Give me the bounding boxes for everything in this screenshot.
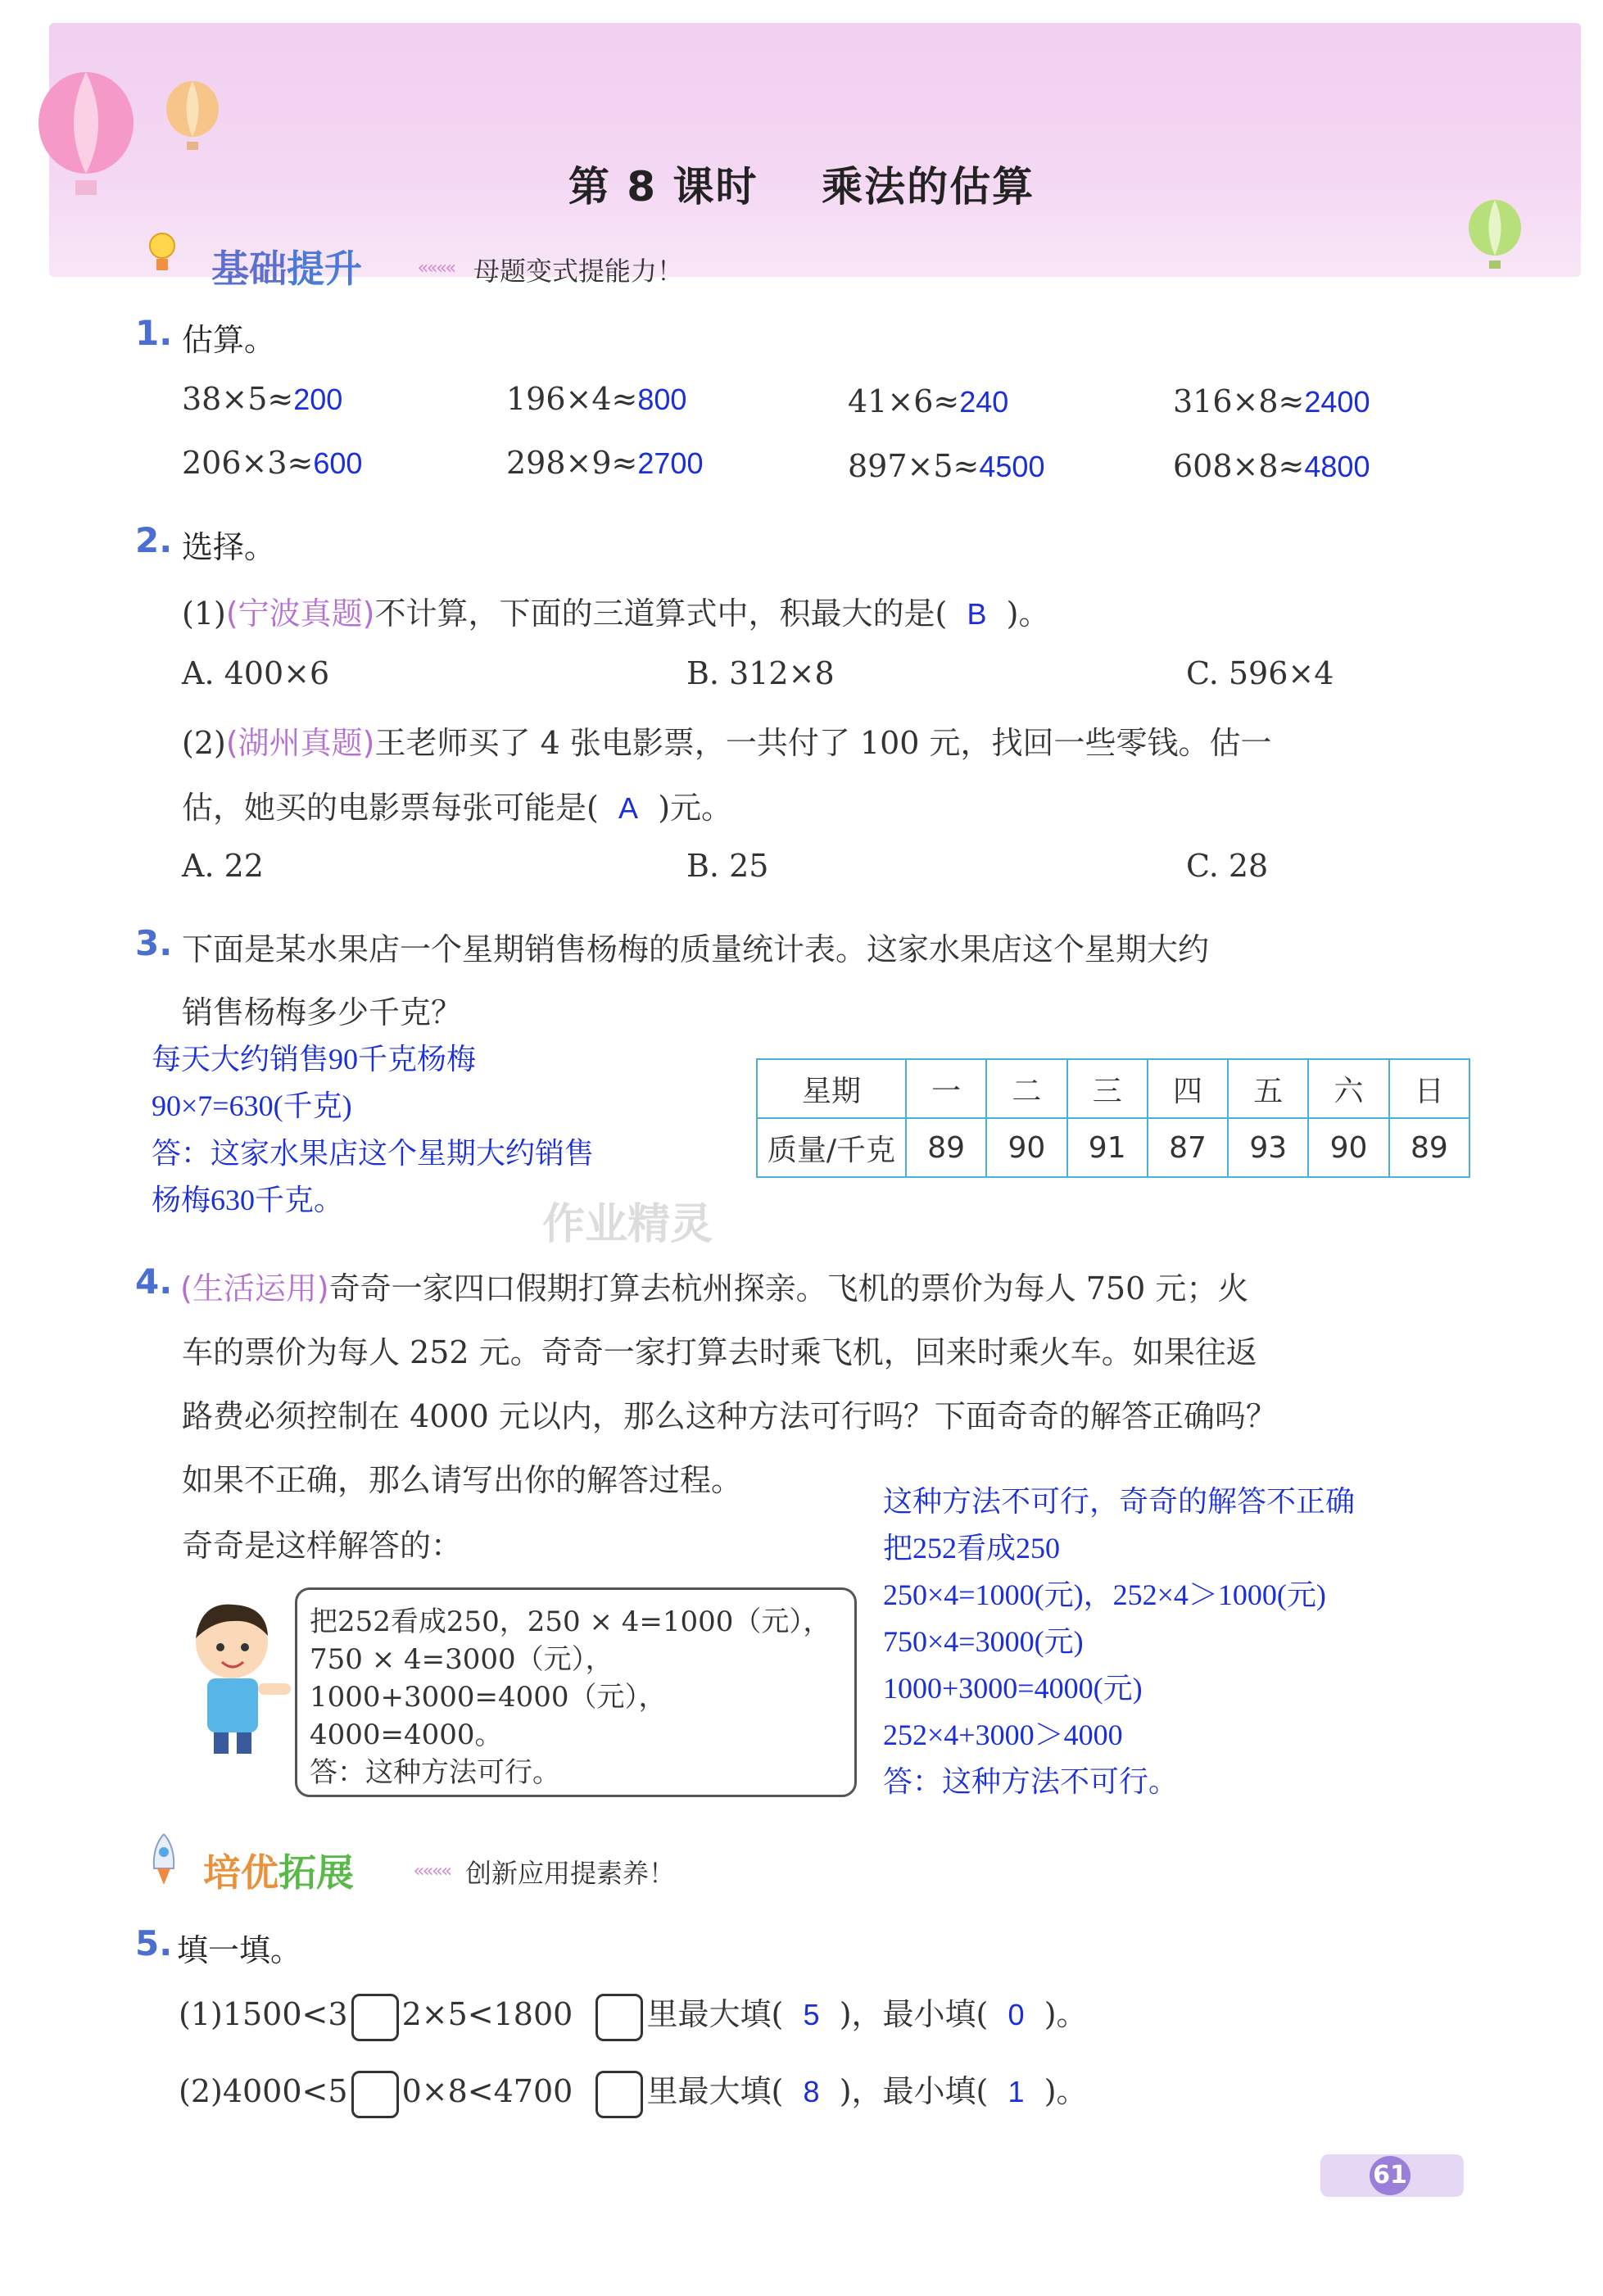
handwritten-answer-line: 答：这家水果店这个星期大约销售: [152, 1137, 595, 1170]
handwritten-answer-line: 90×7=630(千克): [152, 1089, 352, 1122]
handwritten-answer-line: 250×4=1000(元)，252×4＞1000(元): [883, 1578, 1326, 1611]
section-basic-label: 基础提升: [211, 247, 362, 291]
blank-box: [351, 1994, 399, 2041]
question-3-number: 3.: [135, 923, 173, 963]
estimate-item: 196×4≈800: [506, 381, 687, 417]
handwritten-answer-line: 这种方法不可行，奇奇的解答不正确: [883, 1485, 1356, 1518]
blank-box: [595, 2071, 643, 2118]
estimate-item: 38×5≈200: [182, 381, 343, 417]
option-b: B. 25: [686, 848, 769, 884]
page-number-badge: [1320, 2154, 1464, 2197]
option-c: C. 28: [1186, 848, 1269, 884]
table-cell: 二: [986, 1059, 1066, 1118]
section-advanced-label: 培优拓展: [203, 1850, 354, 1895]
table-cell: 90: [1308, 1118, 1388, 1177]
estimate-item: 298×9≈2700: [506, 445, 704, 481]
watermark: 作业精灵: [542, 1200, 713, 1249]
blank-box: [595, 1994, 643, 2041]
q2-part2-stem-line1: (2)(湖州真题)王老师买了 4 张电影票，一共付了 100 元，找回一些零钱。估一: [182, 725, 1272, 761]
handwritten-answer-line: 每天大约销售90千克杨梅: [152, 1043, 477, 1076]
question-4-number: 4.: [135, 1261, 173, 1302]
page-number: 61: [1370, 2156, 1411, 2195]
blank-box: [351, 2071, 399, 2118]
question-3-text-line2: 销售杨梅多少千克？: [182, 994, 463, 1030]
section-basic-subtitle: 母题变式提能力！: [473, 256, 684, 287]
bubble-line: 750 × 4=3000（元），: [310, 1643, 614, 1676]
rocket-icon: [146, 1831, 182, 1888]
option-a: A. 400×6: [182, 655, 330, 691]
estimate-item: 41×6≈240: [848, 383, 1009, 419]
table-cell: 91: [1067, 1118, 1148, 1177]
q2-part2-stem-line2: 估，她买的电影票每张可能是( A )元。: [182, 790, 733, 826]
q2-part1-stem: (1)(宁波真题)不计算，下面的三道算式中，积最大的是( B )。: [182, 596, 1050, 632]
question-4-text-line: 路费必须控制在 4000 元以内，那么这种方法可行吗？下面奇奇的解答正确吗？: [182, 1398, 1277, 1434]
table-cell: 日: [1389, 1059, 1469, 1118]
option-b: B. 312×8: [686, 655, 835, 691]
table-cell: 93: [1228, 1118, 1308, 1177]
bubble-line: 4000=4000。: [310, 1719, 503, 1751]
question-2-number: 2.: [135, 520, 173, 560]
estimate-item: 316×8≈2400: [1173, 383, 1370, 419]
question-1-title: 估算。: [182, 322, 276, 358]
table-row: [757, 1118, 1469, 1177]
table-cell: 87: [1148, 1118, 1228, 1177]
handwritten-answer-line: 答：这种方法不可行。: [883, 1765, 1179, 1798]
lightbulb-icon: [146, 229, 179, 279]
table-cell: 四: [1148, 1059, 1228, 1118]
option-a: A. 22: [182, 848, 264, 884]
question-1-number: 1.: [135, 313, 173, 353]
table-cell: 六: [1308, 1059, 1388, 1118]
boy-illustration-icon: [168, 1593, 299, 1757]
table-header-cell: 星期: [757, 1059, 906, 1118]
bubble-line: 把252看成250，250 × 4=1000（元），: [310, 1605, 831, 1638]
table-cell: 一: [906, 1059, 986, 1118]
handwritten-answer-line: 把252看成250: [883, 1532, 1061, 1565]
handwritten-answer-line: 750×4=3000(元): [883, 1625, 1084, 1658]
option-c: C. 596×4: [1186, 655, 1334, 691]
section-advanced-subtitle: 创新应用提素养！: [465, 1858, 676, 1889]
hot-air-balloon-small-icon: [160, 78, 233, 160]
table-cell: 90: [986, 1118, 1066, 1177]
handwritten-answer-line: 杨梅630千克。: [152, 1184, 344, 1216]
handwritten-answer-line: 252×4+3000＞4000: [883, 1719, 1123, 1751]
table-cell: 89: [1389, 1118, 1469, 1177]
question-4-text-line: (生活运用)奇奇一家四口假期打算去杭州探亲。飞机的票价为每人 750 元；火: [180, 1270, 1249, 1307]
table-cell: 三: [1067, 1059, 1148, 1118]
sales-table: [756, 1058, 1470, 1178]
estimate-item: 206×3≈600: [182, 445, 363, 481]
table-cell: 89: [906, 1118, 986, 1177]
estimate-item: 897×5≈4500: [848, 448, 1045, 484]
handwritten-answer-line: 1000+3000=4000(元): [883, 1672, 1143, 1705]
question-2-title: 选择。: [182, 529, 276, 565]
question-3-text-line1: 下面是某水果店一个星期销售杨梅的质量统计表。这家水果店这个星期大约: [182, 931, 1210, 967]
section-divider: ««««: [418, 258, 455, 279]
question-4-text-line: 奇奇是这样解答的：: [182, 1528, 463, 1564]
question-4-text-line: 车的票价为每人 252 元。奇奇一家打算去时乘飞机，回来时乘火车。如果往返: [182, 1334, 1257, 1370]
bubble-line: 答：这种方法可行。: [310, 1756, 560, 1789]
question-5-number: 5.: [135, 1923, 173, 1963]
estimate-item: 608×8≈4800: [1173, 448, 1370, 484]
q5-part2: (2)4000<5 0×8<4700 里最大填( 8 )，最小填( 1 )。: [179, 2066, 1088, 2118]
page-title: 第 8 课时 乘法的估算: [568, 163, 1035, 211]
section-divider: ««««: [414, 1861, 451, 1882]
bubble-line: 1000+3000=4000（元），: [310, 1681, 667, 1714]
q5-part1: (1)1500<3 2×5<1800 里最大填( 5 )，最小填( 0 )。: [179, 1989, 1088, 2041]
table-header-cell: 质量/千克: [757, 1118, 906, 1177]
table-row: [757, 1059, 1469, 1118]
table-cell: 五: [1228, 1059, 1308, 1118]
question-4-text-line: 如果不正确，那么请写出你的解答过程。: [182, 1462, 743, 1498]
question-5-title: 填一填。: [177, 1932, 302, 1968]
